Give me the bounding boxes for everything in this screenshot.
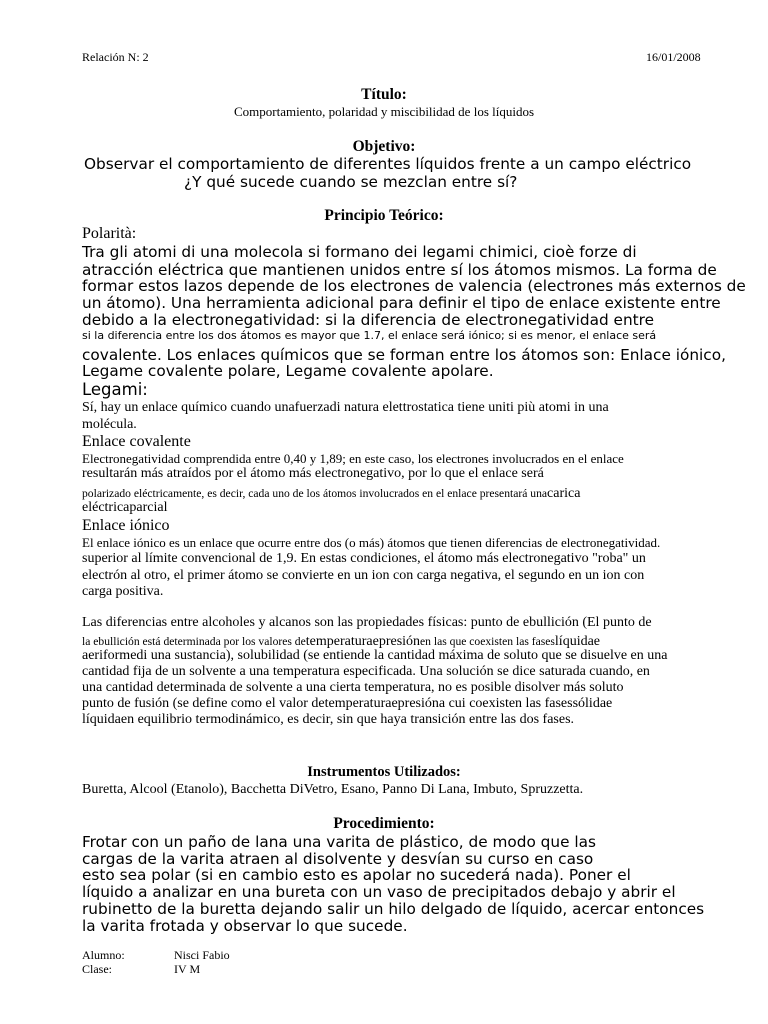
ionico-heading: Enlace iónico [82, 517, 170, 534]
titulo-text: Comportamiento, polaridad y miscibilidad de los líquidos [233, 104, 535, 119]
polarita-small-line: si la diferencia entre los dos átomos es mayor que 1.7, el enlace será iónico; si es menor, el enlace será [82, 329, 657, 342]
polarita-line: un átomo). Una herramienta adicional para definir el tipo de enlace existente entre [82, 294, 721, 312]
diferencias-big-b: temperaturaepresión [305, 634, 421, 649]
diferencias-line: líquidaen equilibrio termodinámico, es decir, sin que haya transición entre las dos fases. [82, 712, 575, 727]
polarita-line: covalente. Los enlaces químicos que se forman entre los átomos son: Enlace iónico, [82, 346, 726, 364]
ionico-line: carga positiva. [82, 584, 164, 599]
objetivo-line-2: ¿Y qué sucede cuando se mezclan entre sí? [184, 173, 518, 191]
covalente-heading: Enlace covalente [82, 433, 191, 450]
diferencias-line: Las diferencias entre alcoholes y alcanos son las propiedades físicas: punto de ebullición (El punto de [82, 615, 652, 630]
instrumentos-text: Buretta, Alcool (Etanolo), Bacchetta DiVetro, Esano, Panno Di Lana, Imbuto, Spruzzetta. [82, 782, 584, 797]
alumno-value: Nisci Fabio [174, 948, 230, 962]
ionico-line: electrón al otro, el primer átomo se convierte en un ion con carga negativa, el segundo en un ion con [82, 568, 645, 583]
covalente-small-text: polarizado eléctricamente, es decir, cada uno de los átomos involucrados en el enlace presentará una [82, 487, 548, 500]
procedimiento-line: rubinetto de la buretta dejando salir un hilo delgado de líquido, acercar entonces [82, 900, 705, 918]
objetivo-heading: Objetivo: [352, 138, 416, 155]
ionico-line: superior al límite convencional de 1,9. En estas condiciones, el átomo más electronegativo "roba" un [82, 551, 646, 566]
procedimiento-heading: Procedimiento: [333, 815, 435, 832]
instrumentos-heading: Instrumentos Utilizados: [307, 764, 461, 780]
legami-heading: Legami: [82, 380, 148, 399]
polarita-line: debido a la electronegatividad: si la diferencia de electronegatividad entre [82, 311, 654, 329]
document-date: 16/01/2008 [646, 50, 701, 64]
procedimiento-line: líquido a analizar en una bureta con un vaso de precipitados debajo y abrir el [82, 883, 676, 901]
relation-number: Relación N: 2 [82, 50, 149, 64]
alumno-label: Alumno: [82, 948, 125, 962]
procedimiento-line: esto sea polar (si en cambio esto es apolar no sucederá nada). Poner el [82, 866, 631, 884]
polarita-line: Tra gli atomi di una molecola si formano dei legami chimici, cioè forze di [82, 243, 637, 261]
covalente-last-line: eléctricaparcial [82, 500, 168, 515]
covalente-carica-text: carica [547, 486, 581, 501]
procedimiento-line: la varita frotada y observar lo que sucede. [82, 917, 408, 935]
diferencias-line: punto de fusión (se define como el valor detemperaturaepresióna cui coexisten las fasessólidae [82, 696, 613, 711]
polarita-heading: Polarità: [82, 225, 137, 242]
diferencias-small-a: la ebullición está determinada por los valores de [82, 635, 306, 648]
principio-heading: Principio Teórico: [324, 207, 444, 224]
procedimiento-line: Frotar con un paño de lana una varita de plástico, de modo que las [82, 833, 596, 851]
legami-line: Sí, hay un enlace químico cuando unafuerzadi natura elettrostatica tiene uniti più atomi in una [82, 400, 609, 415]
polarita-line: formar estos lazos depende de los electrones de valencia (electrones más externos de [82, 277, 746, 295]
procedimiento-line: cargas de la varita atraen al disolvente y desvían su curso en caso [82, 850, 594, 868]
diferencias-line: cantidad fija de un solvente a una temperatura especificada. Una solución se dice saturada cuando, en [82, 664, 650, 679]
legami-line: molécula. [82, 417, 137, 432]
objetivo-line-1: Observar el comportamiento de diferentes líquidos frente a un campo eléctrico [84, 155, 692, 173]
covalente-line: resultarán más atraídos por el átomo más electronegativo, por lo que el enlace será [82, 466, 544, 481]
clase-value: IV M [174, 962, 201, 976]
diferencias-line: una cantidad determinada de solvente a una cierta temperatura, no es posible disolver más soluto [82, 680, 624, 695]
covalente-line: Electronegatividad comprendida entre 0,40 y 1,89; en este caso, los electrones involucrados en el enlace [82, 451, 624, 466]
polarita-line: Legame covalente polare, Legame covalente apolare. [82, 362, 494, 380]
diferencias-small-c: en las que coexisten las fases [420, 635, 555, 648]
clase-label: Clase: [82, 962, 112, 976]
ionico-line: El enlace iónico es un enlace que ocurre entre dos (o más) átomos que tienen diferencias de electronegatividad. [82, 535, 661, 550]
diferencias-big-d: líquidae [554, 634, 601, 649]
titulo-heading: Título: [361, 86, 407, 103]
polarita-line: atracción eléctrica que mantienen unidos entre sí los átomos mismos. La forma de [82, 261, 717, 279]
diferencias-line: aeriformedi una sustancia), solubilidad (se entiende la cantidad máxima de soluto que se disuelve en una [82, 648, 668, 663]
